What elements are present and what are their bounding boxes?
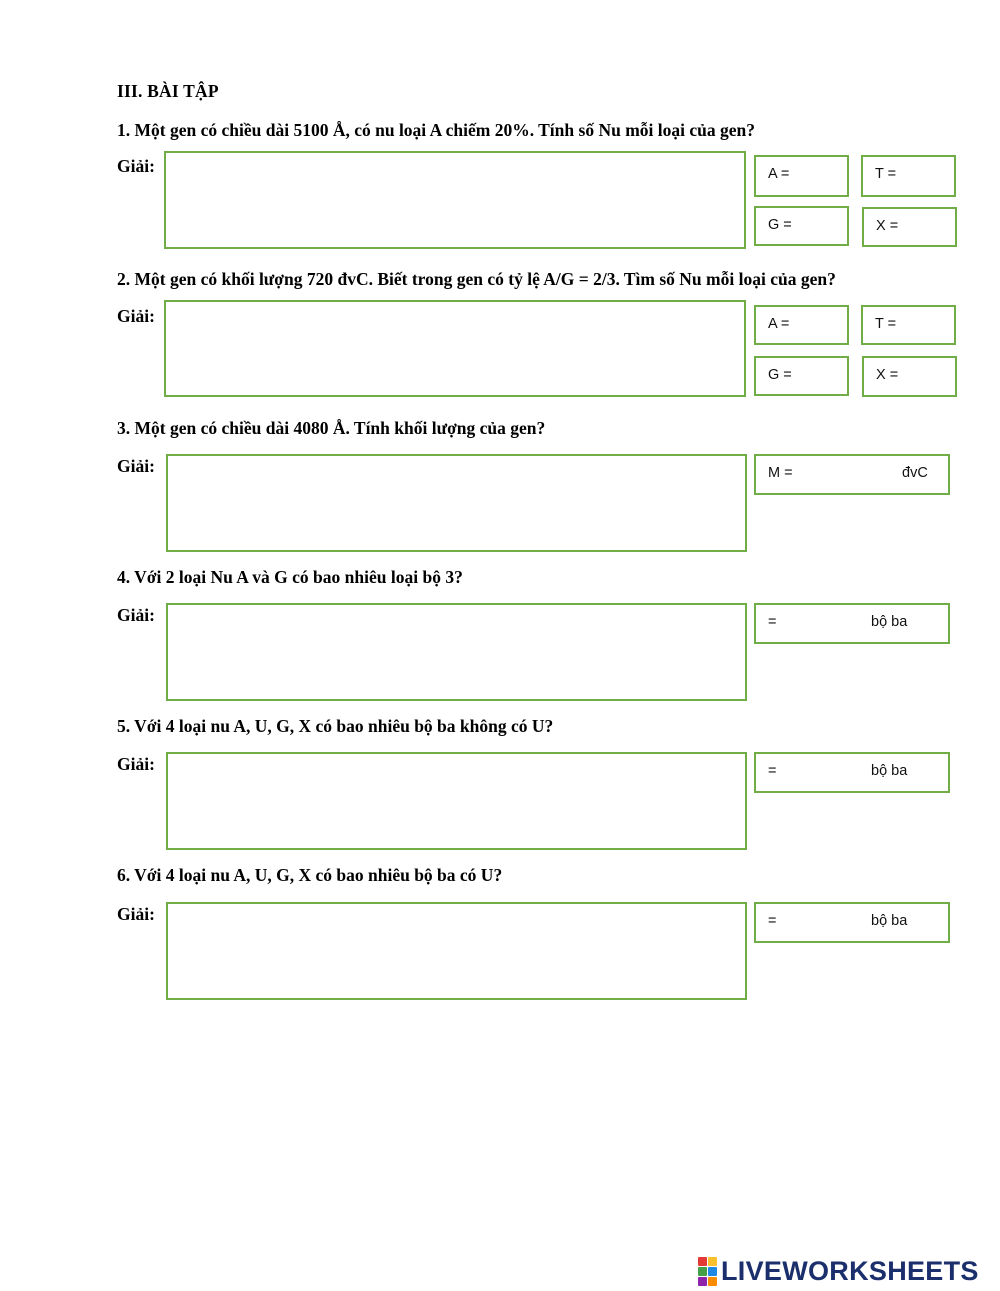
question-1-answer-a[interactable] [754,155,849,197]
answer-unit: bộ ba [871,913,908,929]
question-5-work-area[interactable] [166,752,747,850]
answer-unit: bộ ba [871,614,908,630]
question-4-solution-label: Giải: [117,605,155,625]
answer-label: T = [875,166,897,182]
brand-name: LIVEWORKSHEETS [721,1255,979,1286]
question-2-answer-a[interactable] [754,305,849,345]
question-6-work-area[interactable] [166,902,747,1000]
answer-label: G = [768,217,792,233]
question-3-solution-label: Giải: [117,456,155,476]
question-2-text: 2. Một gen có khối lượng 720 đvC. Biết trong gen có tỷ lệ A/G = 2/3. Tìm số Nu mỗi loại của gen? [117,269,836,289]
logo-block [698,1267,707,1276]
question-1-solution-label: Giải: [117,156,155,176]
question-4-work-area[interactable] [166,603,747,701]
question-5-answer[interactable] [754,752,950,793]
section-heading: III. BÀI TẬP [117,81,219,101]
logo-block [708,1257,717,1266]
question-5-solution-label: Giải: [117,754,155,774]
question-2-solution-label: Giải: [117,306,155,326]
question-3-text: 3. Một gen có chiều dài 4080 Å. Tính khối lượng của gen? [117,418,546,438]
question-1-answer-g[interactable] [754,206,849,246]
answer-label: = [768,614,777,630]
answer-label: = [768,913,777,929]
question-4-text: 4. Với 2 loại Nu A và G có bao nhiêu loại bộ 3? [117,567,463,587]
answer-label: A = [768,166,790,182]
question-5-text: 5. Với 4 loại nu A, U, G, X có bao nhiêu bộ ba không có U? [117,716,554,736]
logo-block [708,1277,717,1286]
answer-unit: bộ ba [871,763,908,779]
answer-label: A = [768,316,790,332]
answer-label: G = [768,367,792,383]
logo-block [698,1257,707,1266]
question-3-work-area[interactable] [166,454,747,552]
question-2-work-area[interactable] [164,300,746,397]
answer-unit: đvC [902,465,928,481]
logo-block [708,1267,717,1276]
question-1-work-area[interactable] [164,151,746,249]
question-1-answer-x[interactable] [862,207,957,247]
liveworksheets-logo [698,1256,979,1286]
question-4-answer[interactable] [754,603,950,644]
answer-label: X = [876,367,899,383]
question-1-text: 1. Một gen có chiều dài 5100 Å, có nu loại A chiếm 20%. Tính số Nu mỗi loại của gen? [117,120,755,140]
answer-label: T = [875,316,897,332]
question-6-answer[interactable] [754,902,950,943]
question-6-solution-label: Giải: [117,904,155,924]
question-6-text: 6. Với 4 loại nu A, U, G, X có bao nhiêu bộ ba có U? [117,865,503,885]
question-2-answer-g[interactable] [754,356,849,396]
question-2-answer-t[interactable] [861,305,956,345]
answer-label: M = [768,465,793,481]
question-3-answer-m[interactable] [754,454,950,495]
answer-label: = [768,763,777,779]
logo-block [698,1277,707,1286]
question-1-answer-t[interactable] [861,155,956,197]
question-2-answer-x[interactable] [862,356,957,397]
answer-label: X = [876,218,899,234]
logo-mark-icon [698,1257,717,1286]
